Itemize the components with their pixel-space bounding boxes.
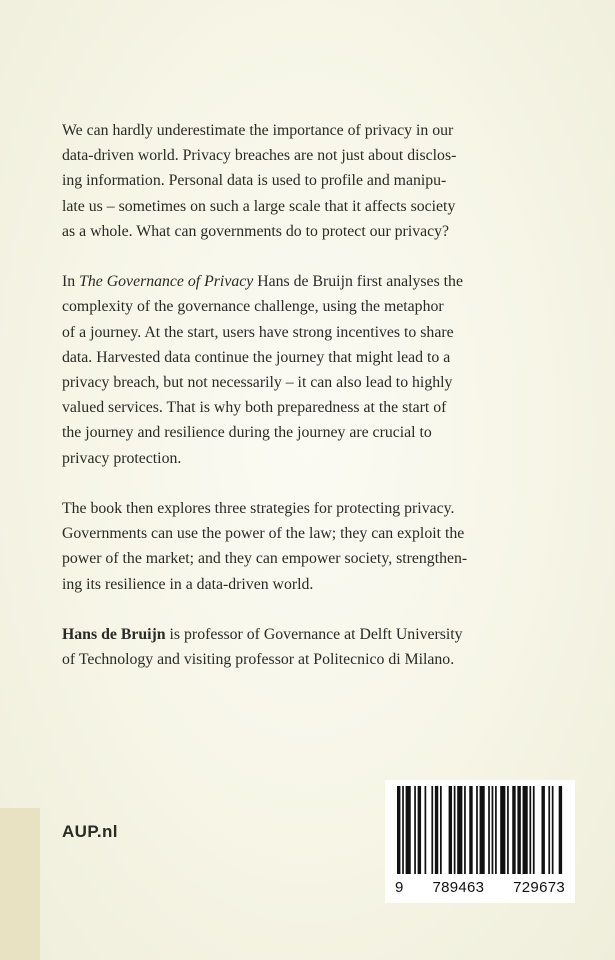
barcode-bar [488,786,490,874]
text-fragment: is professor of Governance at Delft University [165,626,463,644]
barcode-bar [541,786,544,874]
barcode-bar [435,786,438,874]
text-line: data-driven world. Privacy breaches are not just about disclos- [62,147,457,165]
barcode-bar [414,786,416,874]
isbn-barcode [385,780,575,903]
strategies-paragraph [62,496,560,597]
barcode-bar [529,786,531,874]
text-line: Governments can use the power of the law; they can exploit the [62,525,465,543]
barcode-bar [523,786,528,874]
text-line: complexity of the governance challenge, using the metaphor [62,298,444,316]
text-line: of a journey. At the start, users have strong incentives to share [62,323,454,341]
barcode-bar [495,786,497,874]
isbn-group-left: 789463 [432,879,485,896]
barcode-bar [552,786,554,874]
barcode-bar [533,786,535,874]
barcode-bar [500,786,505,874]
intro-paragraph [62,118,560,244]
barcode-bar [480,786,485,874]
text-line: privacy breach, but not necessarily – it can also lead to highly [62,374,453,392]
back-cover-blurb [62,118,560,698]
barcode-bar [469,786,472,874]
text-fragment: In [62,273,80,291]
author-name: Hans de Bruijn [62,626,166,644]
barcode-bar [406,786,411,874]
text-line [62,622,560,647]
barcode-bar [397,786,400,874]
barcode-bar [476,786,478,874]
barcode-bar [431,786,433,874]
text-line: valued services. That is why both preparedness at the start of [62,399,447,417]
text-line: We can hardly underestimate the importance of privacy in our [62,122,454,139]
isbn-group-right: 729673 [513,879,565,896]
barcode-bar [507,786,509,874]
barcode-bar [559,786,562,874]
barcode-bar [464,786,466,874]
barcode-bar [425,786,427,874]
isbn-prefix: 9 [395,879,404,896]
text-line: late us – sometimes on such a large scale that it affects society [62,197,456,215]
text-line: power of the market; and they can empower society, strengthen- [62,550,468,568]
author-bio [62,622,560,672]
text-line: ing information. Personal data is used to profile and manipu- [62,172,447,190]
text-line: The book then explores three strategies for protecting privacy. [62,500,455,518]
text-line: the journey and resilience during the journey are crucial to [62,424,432,442]
barcode-bar [492,786,494,874]
barcode-bar [512,786,515,874]
text-line: data. Harvested data continue the journey that might lead to a [62,348,451,366]
barcode-bar [418,786,421,874]
book-title: The Governance of Privacy [79,273,254,291]
barcode-bar [517,786,520,874]
publisher-tab [0,808,40,960]
isbn-number [395,879,565,896]
barcode-bars [395,786,565,874]
barcode-bar [548,786,550,874]
analysis-paragraph [62,269,560,471]
text-line [62,269,560,294]
barcode-bar [402,786,404,874]
barcode-bar [457,786,462,874]
text-line: as a whole. What can governments do to protect our privacy? [62,222,450,240]
text-line: of Technology and visiting professor at Politecnico di Milano. [62,651,455,669]
text-line: ing its resilience in a data-driven world. [62,575,314,593]
text-line: privacy protection. [62,449,182,467]
barcode-bar [449,786,452,874]
barcode-bar [440,786,442,874]
text-fragment: Hans de Bruijn first analyses the [253,273,463,291]
publisher-website[interactable]: AUP.nl [62,822,118,841]
barcode-bar [454,786,456,874]
perforated-edge [32,808,44,960]
